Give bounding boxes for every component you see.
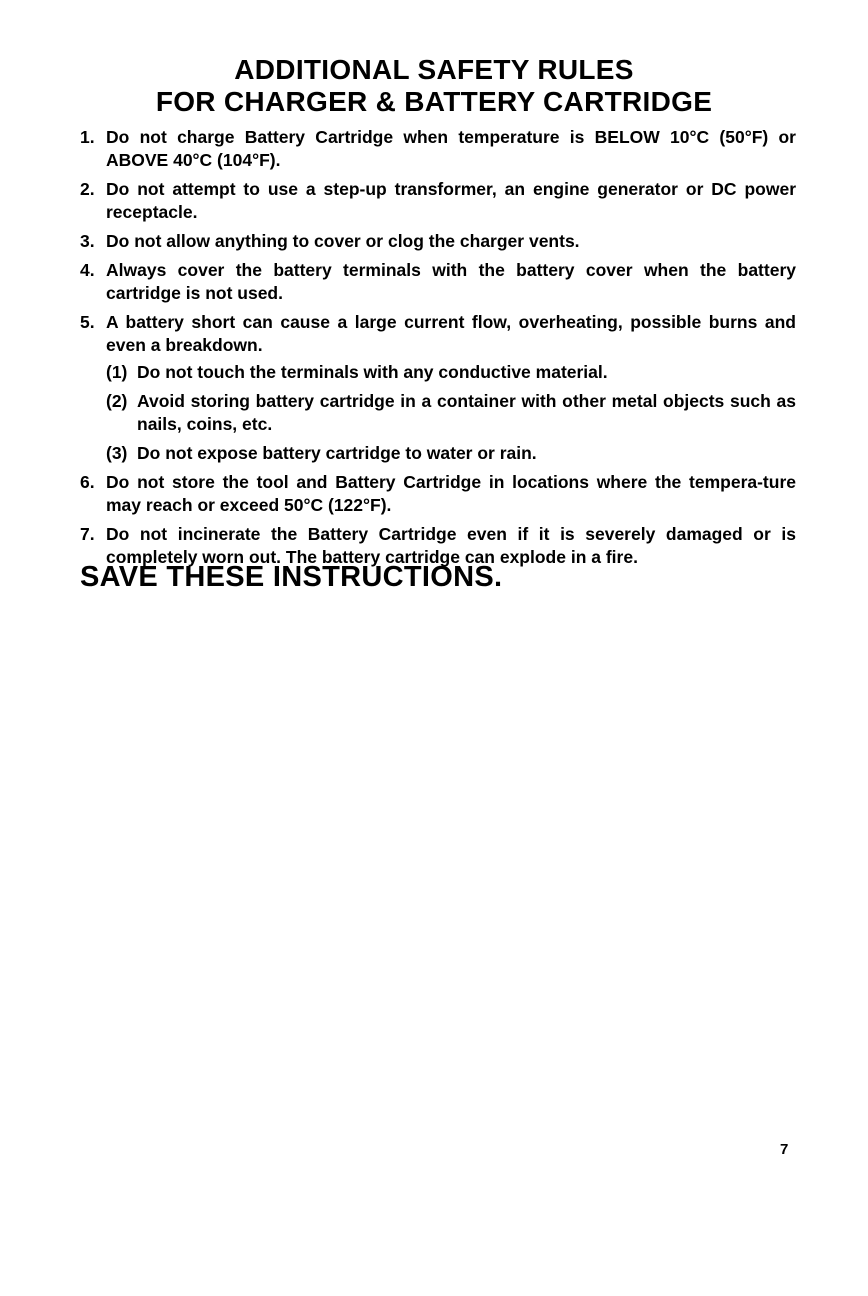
page-title-line2: FOR CHARGER & BATTERY CARTRIDGE [155, 86, 713, 117]
sub-rule-text: Do not touch the terminals with any conductive material. [137, 362, 608, 382]
rule-text: Do not store the tool and Battery Cartridge in locations where the tempera-ture may reach or exceed 50°C (122°F). [106, 472, 796, 515]
sub-rule-item-3 [106, 442, 796, 465]
sub-rule-text: Avoid storing battery cartridge in a container with other metal objects such as nails, coins, etc. [137, 391, 796, 434]
sub-rule-number: (2) [106, 391, 128, 411]
rule-text: A battery short can cause a large current flow, overheating, possible burns and even a breakdown. [106, 312, 796, 355]
rule-number: 7. [80, 524, 95, 544]
rule-number: 5. [80, 312, 95, 332]
rule-item-6 [80, 471, 796, 517]
rule-text: Do not charge Battery Cartridge when temperature is BELOW 10°C (50°F) or ABOVE 40°C (104°F). [106, 127, 796, 170]
rule-number: 6. [80, 472, 95, 492]
rule-text: Do not incinerate the Battery Cartridge even if it is severely damaged or is completely worn out. The battery cartridge can explode in a fire. [106, 524, 796, 567]
rule-item-4 [80, 259, 796, 305]
rule-item-3 [80, 230, 796, 253]
rule-text: Do not allow anything to cover or clog the charger vents. [106, 231, 580, 251]
save-instructions-heading: SAVE THESE INSTRUCTIONS. [80, 561, 503, 593]
rule-number: 4. [80, 260, 95, 280]
rule-text: Always cover the battery terminals with the battery cover when the battery cartridge is not used. [106, 260, 796, 303]
rule-number: 2. [80, 179, 95, 199]
sub-rule-item-2 [106, 390, 796, 436]
sub-rule-number: (3) [106, 443, 128, 463]
rule-number: 3. [80, 231, 95, 251]
page-number: 7 [780, 1141, 789, 1158]
rule-5-sub-list [106, 361, 796, 465]
rule-text: Do not attempt to use a step-up transformer, an engine generator or DC power receptacle. [106, 179, 796, 222]
sub-rule-text: Do not expose battery cartridge to water or rain. [137, 443, 537, 463]
rule-item-5 [80, 311, 796, 465]
sub-rule-item-1 [106, 361, 796, 384]
sub-rule-number: (1) [106, 362, 128, 382]
rule-number: 1. [80, 127, 95, 147]
safety-rules-list [80, 126, 796, 575]
page-title-line1: ADDITIONAL SAFETY RULES [234, 54, 634, 85]
rule-item-1 [80, 126, 796, 172]
rule-item-2 [80, 178, 796, 224]
